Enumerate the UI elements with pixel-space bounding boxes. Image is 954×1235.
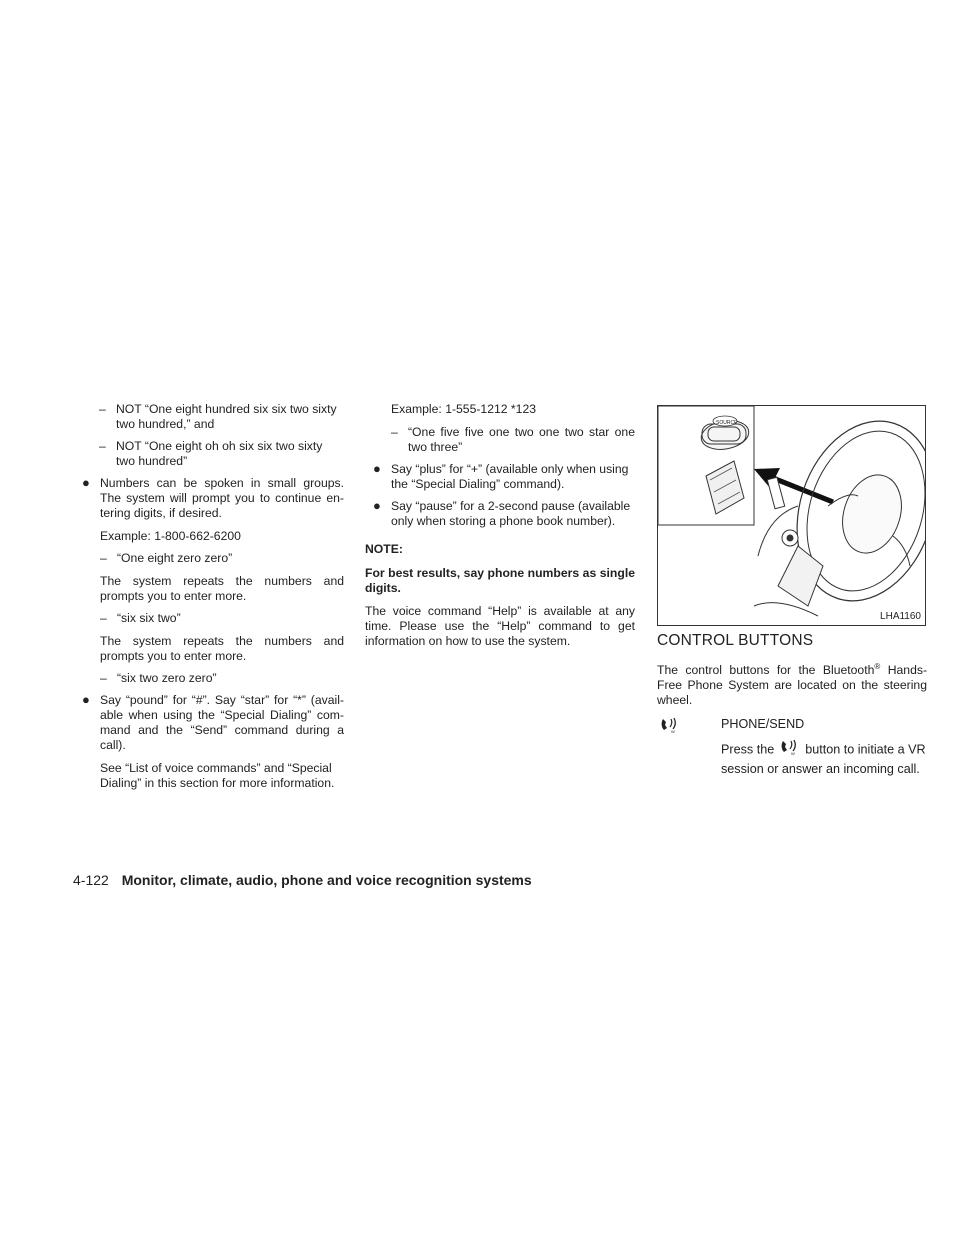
phone-send-description: Press the W button to initiate a VR session or answer an incoming call. [721, 739, 927, 778]
bullet-dot-icon: ● [82, 692, 90, 707]
list-item: – “One eight zero zero” [100, 551, 233, 565]
svg-text:SOURCE: SOURCE [716, 420, 738, 426]
note-text: For best results, say phone numbers as single digits. [365, 566, 635, 595]
list-item: ● Say “pound” for “#”. Say “star” for “*” (avail-able when using the “Special Dialing” com-mand and the “Send” command during a call). [82, 692, 344, 752]
example-number: Example: 1-555-1212 *123 [391, 402, 536, 416]
phone-send-label: PHONE/SEND [721, 717, 805, 732]
section-title: Monitor, climate, audio, phone and voice recognition systems [121, 872, 532, 888]
page-footer [73, 871, 532, 889]
list-item: ● Numbers can be spoken in small groups. The system will prompt you to continue en-tering digits, if desired. [82, 475, 344, 520]
paragraph: The system repeats the numbers and prompts you to enter more. [100, 574, 344, 603]
page-number: 4-122 [73, 872, 109, 888]
column-left [82, 402, 344, 791]
list-item: – NOT “One eight oh oh six six two sixty two hundred” [99, 439, 323, 468]
bullet-dot-icon: ● [373, 498, 381, 513]
paragraph: The system repeats the numbers and prompts you to enter more. [100, 634, 344, 663]
steering-wheel-figure [657, 405, 926, 626]
phone-send-icon [660, 717, 680, 738]
steering-wheel-illustration [658, 406, 925, 625]
section-heading: CONTROL BUTTONS [657, 632, 814, 649]
svg-text:W: W [790, 751, 795, 757]
phone-send-icon [780, 739, 800, 761]
list-item: – “six six two” [100, 611, 181, 625]
bullet-dot-icon: ● [373, 461, 381, 476]
column-middle [365, 402, 635, 649]
bullet-dot-icon: ● [82, 475, 90, 490]
paragraph: The control buttons for the Bluetooth® Hands-Free Phone System are located on the steering wheel. [657, 662, 927, 708]
figure-code: LHA1160 [880, 611, 921, 622]
list-item: – NOT “One eight hundred six six two sixty two hundred,” and [99, 402, 337, 431]
svg-text:W: W [671, 729, 675, 735]
list-item: – “One five five one two one two star one two three” [391, 425, 635, 454]
list-item: ● Say “pause” for a 2-second pause (available only when storing a phone book number). [373, 498, 631, 528]
column-right [657, 632, 927, 789]
example-number: Example: 1-800-662-6200 [100, 529, 241, 543]
list-item: ● Say “plus” for “+” (available only when using the “Special Dialing” command). [373, 461, 629, 491]
paragraph: See “List of voice commands” and “Special Dialing” in this section for more information. [100, 761, 335, 790]
note-heading: NOTE: [365, 542, 403, 556]
list-item: – “six two zero zero” [100, 671, 217, 685]
phone-send-entry [657, 717, 927, 789]
paragraph: The voice command “Help” is available at any time. Please use the “Help” command to get information on how to use the system. [365, 604, 635, 648]
